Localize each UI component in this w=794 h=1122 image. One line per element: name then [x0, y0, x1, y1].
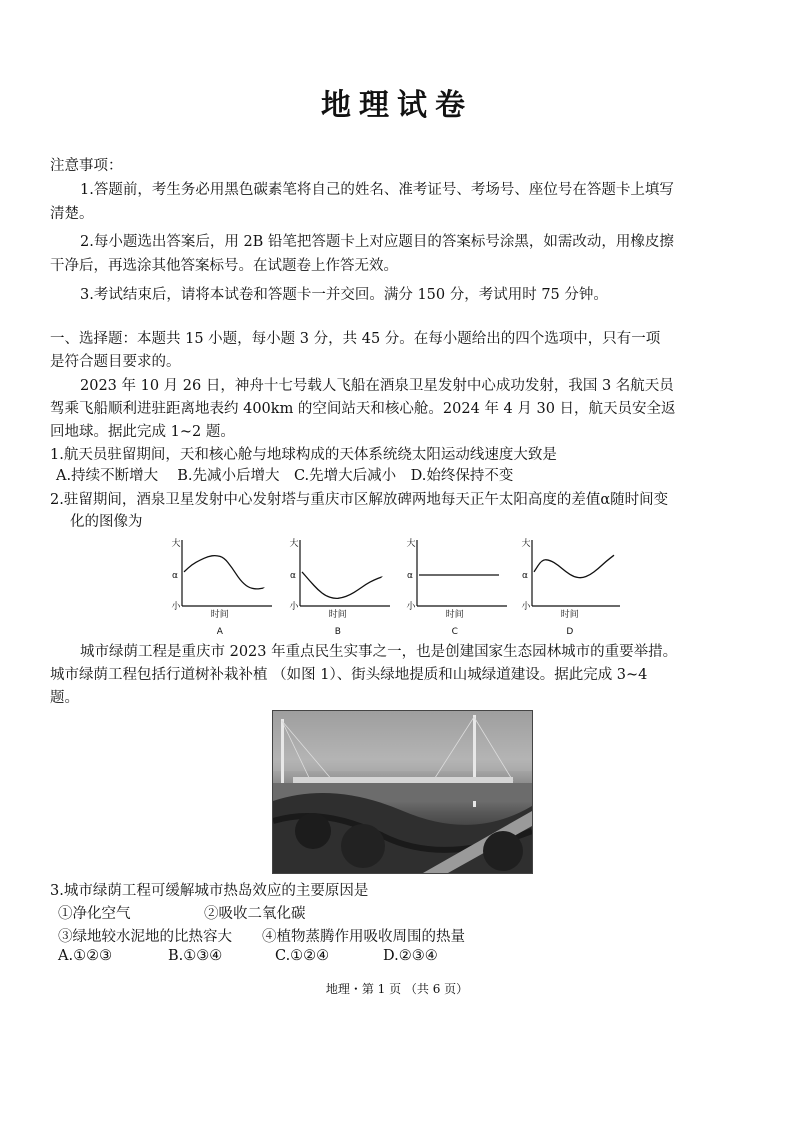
passage-1-line-2: 驾乘飞船顺利进驻距离地表约 400km 的空间站天和核心舱。2024 年 4 月 30 日，航天员安全返 — [50, 401, 676, 417]
chart-b-x-label: 时间 — [328, 610, 347, 620]
question-3-answer-b: B.①③④ — [168, 948, 223, 964]
section-1-line-2: 是符合题目要求的。 — [50, 354, 181, 370]
chart-a-x-label: 时间 — [210, 610, 229, 620]
question-3-answer-d: D.②③④ — [383, 948, 438, 964]
section-1-line-1: 一、选择题：本题共 15 小题，每小题 3 分，共 45 分。在每小题给出的四个选项中，只有一项 — [50, 331, 661, 347]
city-greening-photo — [272, 710, 533, 874]
page-footer: 地理・第 1 页 （共 6 页） — [325, 982, 469, 996]
question-3-stem: 3.城市绿荫工程可缓解城市热岛效应的主要原因是 — [50, 883, 369, 899]
passage-1-line-1: 2023 年 10 月 26 日，神舟十七号载人飞船在酒泉卫星发射中心成功发射，我国 3 名航天员 — [80, 378, 674, 394]
chart-a-series-line — [184, 556, 264, 589]
passage-2-line-1: 城市绿荫工程是重庆市 2023 年重点民生实事之一，也是创建国家生态园林城市的重要举措。 — [80, 644, 678, 660]
chart-d-series-line — [534, 555, 614, 577]
notice-item-2-line-1: 2.每小题选出答案后，用 2B 铅笔把答题卡上对应题目的答案标号涂黑，如需改动，用橡皮擦 — [80, 234, 674, 250]
chart-b-letter: B — [334, 627, 341, 637]
chart-c-label-top: 大 — [406, 539, 416, 549]
chart-d-label-top: 大 — [521, 539, 531, 549]
chart-b-label-alpha: α — [290, 571, 296, 581]
chart-d-label-bottom: 小 — [521, 602, 531, 612]
question-1-stem: 1.航天员驻留期间，天和核心舱与地球构成的天体系统绕太阳运动线速度大致是 — [50, 447, 557, 463]
chart-c-letter: C — [451, 627, 458, 637]
chart-a-letter: A — [216, 627, 223, 637]
notice-item-3: 3.考试结束后，请将本试卷和答题卡一并交回。满分 150 分，考试用时 75 分钟。 — [80, 287, 608, 303]
page-title: 地理试卷 — [321, 88, 473, 123]
chart-d-label-alpha: α — [522, 571, 528, 581]
question-3-answer-c: C.①②④ — [275, 948, 330, 964]
question-3-answer-a: A.①②③ — [58, 948, 113, 964]
notice-item-1-line-1: 1.答题前，考生务必用黑色碳素笔将自己的姓名、准考证号、考场号、座位号在答题卡上填写 — [80, 182, 674, 198]
question-2-stem-line-2: 化的图像为 — [70, 514, 143, 530]
chart-a-label-bottom: 小 — [171, 602, 181, 612]
chart-b-label-top: 大 — [289, 539, 299, 549]
question-2-stem-line-1: 2.驻留期间，酒泉卫星发射中心发射塔与重庆市区解放碑两地每天正午太阳高度的差值α随时间变 — [50, 492, 669, 508]
chart-c-label-alpha: α — [407, 571, 413, 581]
chart-a-label-alpha: α — [172, 571, 178, 581]
question-3-option-1: ①净化空气 — [58, 906, 131, 922]
chart-b-series-line — [302, 572, 382, 598]
chart-d-x-label: 时间 — [560, 610, 579, 620]
passage-2-line-2: 城市绿荫工程包括行道树补栽补植 （如图 1）、街头绿地提质和山城绿道建设。据此完成 3~4 — [50, 667, 648, 683]
chart-d-letter: D — [566, 627, 574, 637]
question-1-options: A.持续不断增大 B.先减小后增大 C.先增大后减小 D.始终保持不变 — [56, 468, 514, 484]
question-3-option-4: ④植物蒸腾作用吸收周围的热量 — [262, 929, 465, 945]
chart-c-x-label: 时间 — [445, 610, 464, 620]
chart-c-label-bottom: 小 — [406, 602, 416, 612]
passage-2-line-3: 题。 — [50, 690, 79, 706]
alpha-charts-figure — [160, 532, 620, 640]
photo-scene — [273, 711, 532, 873]
question-3-option-3: ③绿地较水泥地的比热容大 — [58, 929, 232, 945]
question-3-option-2: ②吸收二氧化碳 — [204, 906, 306, 922]
chart-b-label-bottom: 小 — [289, 602, 299, 612]
notice-heading: 注意事项： — [50, 158, 123, 174]
chart-a-label-top: 大 — [171, 539, 181, 549]
passage-1-line-3: 回地球。据此完成 1~2 题。 — [50, 424, 235, 440]
notice-item-1-line-2: 清楚。 — [50, 206, 94, 222]
notice-item-2-line-2: 干净后，再选涂其他答案标号。在试题卷上作答无效。 — [50, 258, 398, 274]
